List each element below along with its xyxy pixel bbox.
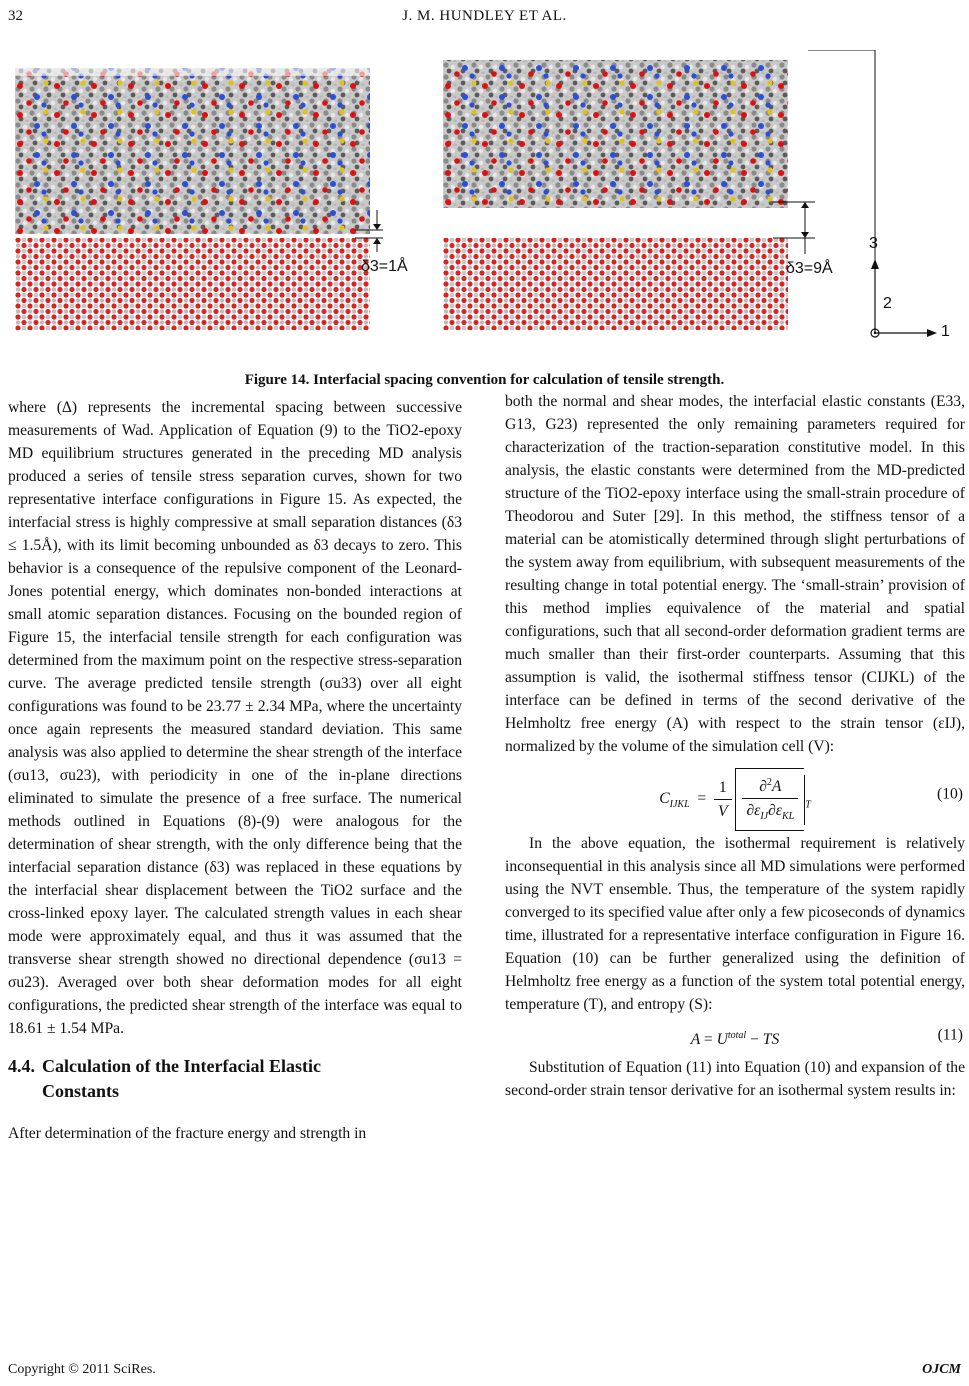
left-paragraph-1: where (Δ) represents the incremental spacing between successive measurements of Wad. Application of Equation (9) to the TiO2-epoxy MD equilibrium structures generated in the preceding MD analysis produced a series of tensile stress separation curves, shown for two representative interface configurations in Figure 15. As expected, the interfacial stress is highly compressive at small separation distances (δ3 ≤ 1.5Å), with its limit becoming unbounded as δ3 decays to zero. This behavior is a consequence of the repulsive component of the Leonard-Jones potential energy, which dominates non-bonded interactions at small atomic separation distances. Focusing on the bounded region of Figure 15, the interfacial tensile strength for each configuration was determined from the maximum point on the respective stress-separation curve. The average predicted tensile strength (σu33) over all eight configurations was found to be 23.77 ± 2.34 MPa, where the uncertainty once again represents the measured standard deviation. This same analysis was also applied to determine the shear strength of the interface (σu13, σu23), with periodicity in one of the in-plane directions eliminated to simulate the presence of a free surface. The numerical methods outlined in Equations (8)-(9) were analogous for the determination of shear strength, with the only difference being that the interfacial separation distance (δ3) was replaced in these equations by the interfacial shear displacement between the TiO2 surface and the cross-linked epoxy layer. The calculated strength values in each shear mode were approximately equal, and thus it was assumed that the transverse shear strength showed no directional dependence (σu13 = σu23). Averaged over both shear deformation modes for all eight configurations, the predicted shear strength of the interface was equal to 18.61 ± 1.54 MPa. bbox=[8, 399, 462, 1037]
axis-triad bbox=[855, 235, 955, 350]
axis-1-label: 1 bbox=[941, 323, 950, 340]
md-snapshot-left bbox=[15, 50, 435, 332]
page-footer bbox=[0, 1362, 969, 1382]
axis-3-label: 3 bbox=[869, 235, 878, 252]
delta-label-right: δ3=9Å bbox=[786, 260, 833, 277]
right-paragraph-2: In the above equation, the isothermal requirement is relatively inconsequential in this analysis since all MD simulations were performed using the NVT ensemble. Thus, the temperature of the system rapidly converged to its specified value after only a few picoseconds of dynamics time, illustrated for a representative interface configuration in Figure 16. Equation (10) can be further generalized using the definition of Helmholtz free energy as a function of the system total potential energy, temperature (T), and entropy (S): bbox=[505, 835, 966, 1013]
right-paragraph-1: both the normal and shear modes, the interfacial elastic constants (E33, G13, G23) represented the only remaining parameters required for characterization of the traction-separation constitutive model. In this analysis, the elastic constants were determined from the MD-predicted structure of the TiO2-epoxy interface using the small-strain procedure of Theodorou and Suter [29]. In this method, the stiffness tensor of a material can be atomistically determined through slight perturbations of the system away from equilibrium, with subsequent measurements of the resulting change in total potential energy. The ‘small-strain’ provision of this method implies equivalence of the material and spatial configurations, such that all second-order deformation gradient terms are much smaller than their first-order counterparts. Assuming that this assumption is valid, the isothermal stiffness tensor (CIJKL) of the interface can be defined in terms of the second derivative of the Helmholtz free energy (A) with respect to the strain tensor (εIJ), normalized by the volume of the simulation cell (V): bbox=[505, 393, 965, 755]
equation-10-body: $C_{IJKL}$ = $\frac{1}{V}$ $\frac{\partial^2A}{\partial\varepsilon_{IJ}\partial\varepsilon_{KL}}$ $_T$ bbox=[505, 768, 965, 831]
left-column bbox=[8, 396, 462, 1145]
figure-14 bbox=[15, 50, 955, 350]
journal-name: OJCM bbox=[922, 1362, 961, 1377]
section-heading-4-4 bbox=[8, 1054, 462, 1104]
section-title-line1: Calculation of the Interfacial Elastic bbox=[42, 1056, 321, 1076]
running-title: J. M. HUNDLEY ET AL. bbox=[402, 8, 567, 24]
md-snapshot-right bbox=[443, 50, 883, 332]
equation-11 bbox=[505, 1020, 965, 1050]
section-title-line2: Constants bbox=[42, 1081, 120, 1101]
equation-10-number: (10) bbox=[937, 785, 963, 803]
delta-label-left: δ3=1Å bbox=[361, 258, 408, 275]
copyright: Copyright © 2011 SciRes. bbox=[8, 1362, 156, 1377]
section-number: 4.4. bbox=[8, 1056, 35, 1076]
page-header bbox=[0, 0, 969, 30]
right-column bbox=[505, 390, 965, 1102]
equation-10 bbox=[505, 764, 965, 824]
equation-11-number: (11) bbox=[937, 1026, 963, 1044]
figure-caption: Figure 14. Interfacial spacing convention for calculation of tensile strength. bbox=[244, 372, 725, 388]
page-number: 32 bbox=[8, 8, 23, 24]
axis-2-label: 2 bbox=[883, 295, 892, 312]
equation-11-body: $A = U^{total}$ − TS bbox=[690, 1030, 780, 1049]
right-paragraph-3: Substitution of Equation (11) into Equation (10) and expansion of the second-order strain tensor derivative for an isothermal system results in: bbox=[505, 1059, 965, 1099]
left-paragraph-2: After determination of the fracture energy and strength in bbox=[8, 1125, 367, 1142]
